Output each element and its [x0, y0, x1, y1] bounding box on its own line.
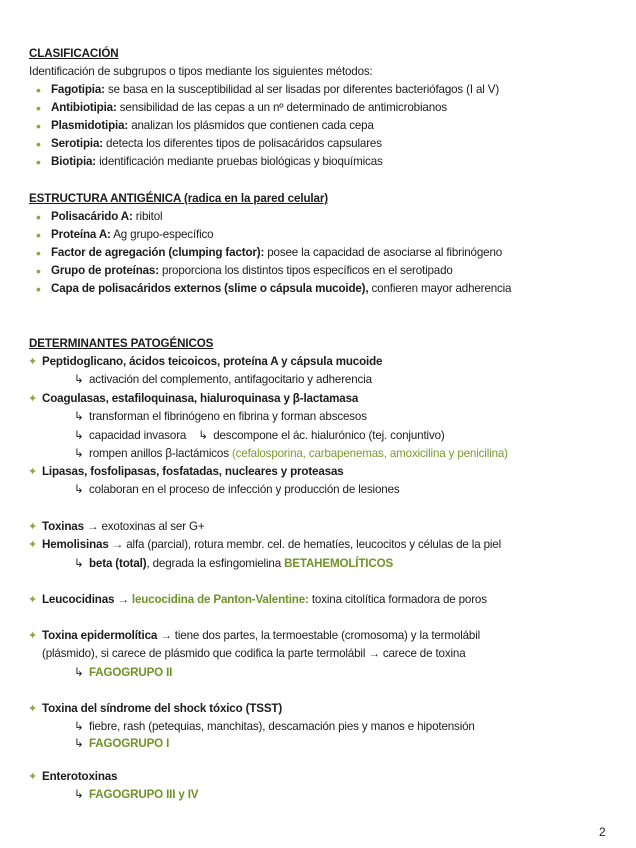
arrow-icon: ↳ [198, 429, 208, 442]
arrow-icon: ↳ [74, 666, 84, 679]
lipasas-sub: ↳ colaboran en el proceso de infección y producción de lesiones [74, 481, 400, 499]
list-item: Polisacárido A: ribitol [51, 210, 163, 223]
arrow-icon: ↳ [74, 429, 84, 442]
epidermolitica-line2: (plásmido), si carece de plásmido que codifica la parte termolábil → carece de toxina [42, 647, 466, 660]
coag-title: Coagulasas, estafiloquinasa, hialuroquinasa y β-lactamasa [42, 392, 359, 405]
bullet-icon: • [36, 281, 41, 297]
clasificacion-heading: CLASIFICACIÓN [29, 47, 119, 60]
coag-sub2: ↳ capacidad invasora ↳ descompone el ác. hialurónico (tej. conjuntivo) [74, 427, 445, 445]
tsst-sub1: ↳ fiebre, rash (petequias, manchitas), descamación pies y manos e hipotensión [74, 718, 475, 736]
list-item: Serotipia: detecta los diferentes tipos de polisacáridos capsulares [51, 137, 382, 150]
list-item: Grupo de proteínas: proporciona los distintos tipos específicos en el serotipado [51, 264, 453, 277]
enterotoxinas-sub: ↳ FAGOGRUPO III y IV [74, 786, 198, 804]
epidermolitica-line: Toxina epidermolítica → tiene dos partes, la termoestable (cromosoma) y la termolábil [42, 629, 481, 642]
list-item: Biotipia: identificación mediante pruebas biológicas y bioquímicas [51, 155, 383, 168]
list-item: Factor de agregación (clumping factor): posee la capacidad de asociarse al fibrinógeno [51, 246, 503, 259]
bullet-icon: • [36, 227, 41, 243]
star-icon: ✦ [28, 521, 38, 533]
bullet-icon: • [36, 100, 41, 116]
hemolisinas-line: Hemolisinas → alfa (parcial), rotura membr. cel. de hematíes, leucocitos y células de la piel [42, 538, 502, 551]
star-icon: ✦ [28, 539, 38, 551]
arrow-icon: ↳ [74, 373, 84, 386]
coag-sub3: ↳ rompen anillos β-lactámicos (cefalosporina, carbapenemas, amoxicilina y penicilina) [74, 445, 508, 463]
tsst-title: Toxina del síndrome del shock tóxico (TSST) [42, 702, 283, 715]
peptido-sub: ↳ activación del complemento, antifagocitario y adherencia [74, 371, 372, 389]
bullet-icon: • [36, 245, 41, 261]
arrow-icon: ↳ [74, 788, 84, 801]
arrow-icon: ↳ [74, 557, 84, 570]
estructura-heading: ESTRUCTURA ANTIGÉNICA (radica en la pared celular) [29, 192, 329, 205]
epidermolitica-sub: ↳ FAGOGRUPO II [74, 664, 172, 682]
star-icon: ✦ [28, 771, 38, 783]
star-icon: ✦ [28, 393, 38, 405]
star-icon: ✦ [28, 630, 38, 642]
leucocidinas-line: Leucocidinas → leucocidina de Panton-Valentine: toxina citolítica formadora de poros [42, 593, 487, 606]
list-item: Proteína A: Ag grupo-específico [51, 228, 214, 241]
bullet-icon: • [36, 118, 41, 134]
list-item: Fagotipia: se basa en la susceptibilidad al ser lisadas por diferentes bacteriófagos (I al V) [51, 83, 500, 96]
bullet-icon: • [36, 154, 41, 170]
determinantes-heading: DETERMINANTES PATOGÉNICOS [29, 337, 214, 350]
lipasas-title: Lipasas, fosfolipasas, fosfatadas, nucleares y proteasas [42, 465, 344, 478]
coag-sub1: ↳ transforman el fibrinógeno en fibrina y forman abscesos [74, 408, 367, 426]
arrow-icon: ↳ [74, 483, 84, 496]
list-item: Antibiotipia: sensibilidad de las cepas a un nº determinado de antimicrobianos [51, 101, 447, 114]
list-item: Plasmidotipia: analizan los plásmidos que contienen cada cepa [51, 119, 374, 132]
clasificacion-intro: Identificación de subgrupos o tipos mediante los siguientes métodos: [29, 65, 373, 78]
bullet-icon: • [36, 209, 41, 225]
list-item: Capa de polisacáridos externos (slime o cápsula mucoide), confieren mayor adherencia [51, 282, 512, 295]
toxinas-line: Toxinas → exotoxinas al ser G+ [42, 520, 205, 533]
star-icon: ✦ [28, 703, 38, 715]
arrow-icon: ↳ [74, 737, 84, 750]
star-icon: ✦ [28, 594, 38, 606]
star-icon: ✦ [28, 466, 38, 478]
tsst-sub2: ↳ FAGOGRUPO I [74, 735, 169, 753]
bullet-icon: • [36, 136, 41, 152]
arrow-icon: ↳ [74, 720, 84, 733]
peptido-title: Peptidoglicano, ácidos teicoicos, proteína A y cápsula mucoide [42, 355, 383, 368]
arrow-icon: ↳ [74, 447, 84, 460]
page-number: 2 [599, 825, 606, 839]
star-icon: ✦ [28, 356, 38, 368]
enterotoxinas-title: Enterotoxinas [42, 770, 118, 783]
arrow-icon: ↳ [74, 410, 84, 423]
hemolisinas-sub: ↳ beta (total), degrada la esfingomielina BETAHEMOLÍTICOS [74, 555, 393, 573]
bullet-icon: • [36, 263, 41, 279]
bullet-icon: • [36, 82, 41, 98]
